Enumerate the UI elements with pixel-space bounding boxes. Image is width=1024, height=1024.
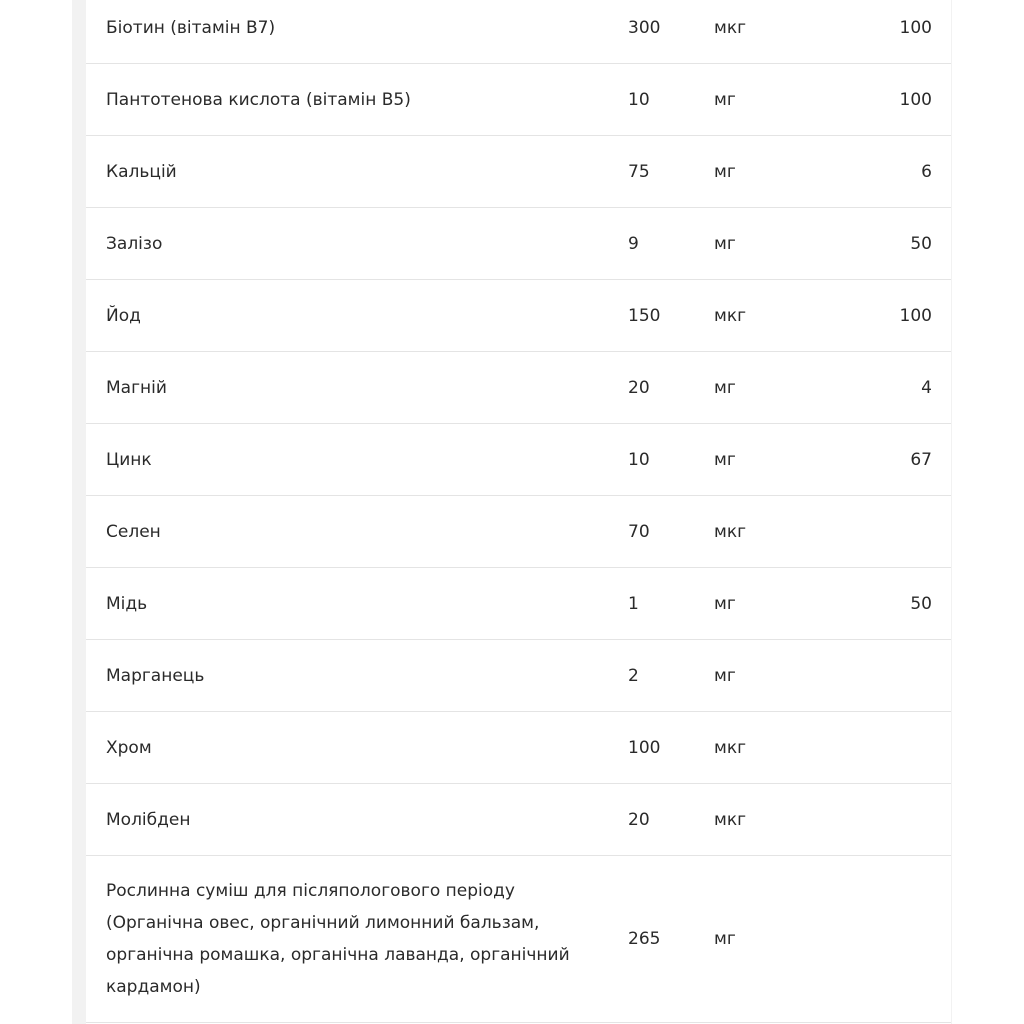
- nutrient-unit: мг: [714, 640, 834, 712]
- table-row: [86, 280, 951, 352]
- nutrient-amount: 70: [628, 496, 714, 568]
- table-row: [86, 496, 951, 568]
- nutrient-daily-value: [834, 496, 951, 568]
- nutrient-daily-value: 4: [834, 352, 951, 424]
- nutrient-amount: 10: [628, 64, 714, 136]
- nutrient-amount: 100: [628, 712, 714, 784]
- nutrient-amount: 265: [628, 856, 714, 1023]
- nutrient-amount: 75: [628, 136, 714, 208]
- table-row: [86, 712, 951, 784]
- nutrient-name: Пантотенова кислота (вітамін B5): [86, 64, 628, 136]
- nutrient-amount: 1: [628, 568, 714, 640]
- nutrient-daily-value: 100: [834, 64, 951, 136]
- nutrient-name: Магній: [86, 352, 628, 424]
- nutrient-unit: мкг: [714, 0, 834, 64]
- table-row: [86, 856, 951, 1023]
- nutrient-unit: мг: [714, 856, 834, 1023]
- nutrient-name: Мідь: [86, 568, 628, 640]
- nutrient-daily-value: 50: [834, 208, 951, 280]
- nutrient-amount: 20: [628, 352, 714, 424]
- table-row: [86, 0, 951, 64]
- table-row: [86, 784, 951, 856]
- nutrient-daily-value: 100: [834, 280, 951, 352]
- nutrient-daily-value: 100: [834, 0, 951, 64]
- table-row: [86, 208, 951, 280]
- table-row: [86, 136, 951, 208]
- nutrient-unit: мг: [714, 568, 834, 640]
- nutrient-unit: мг: [714, 64, 834, 136]
- nutrient-name: Селен: [86, 496, 628, 568]
- nutrient-name: Біотин (вітамін B7): [86, 0, 628, 64]
- nutrient-name: Марганець: [86, 640, 628, 712]
- table-row: [86, 640, 951, 712]
- nutrient-amount: 9: [628, 208, 714, 280]
- nutrient-amount: 300: [628, 0, 714, 64]
- nutrient-daily-value: 50: [834, 568, 951, 640]
- nutrient-daily-value: [834, 784, 951, 856]
- nutrient-amount: 10: [628, 424, 714, 496]
- nutrient-name: Рослинна суміш для післяпологового періоду (Органічна овес, органічний лимонний бальзам, органічна ромашка, органічна лаванда, органічний кардамон): [86, 856, 628, 1023]
- nutrient-unit: мг: [714, 352, 834, 424]
- nutrient-name: Молібден: [86, 784, 628, 856]
- nutrient-amount: 150: [628, 280, 714, 352]
- nutrient-name: Кальцій: [86, 136, 628, 208]
- table-row: [86, 424, 951, 496]
- nutrient-table: [86, 0, 951, 1024]
- table-row: [86, 568, 951, 640]
- nutrient-unit: мкг: [714, 784, 834, 856]
- nutrient-unit: мг: [714, 208, 834, 280]
- table-row: [86, 352, 951, 424]
- table-row: [86, 64, 951, 136]
- nutrient-name: Цинк: [86, 424, 628, 496]
- nutrient-unit: мг: [714, 424, 834, 496]
- nutrient-unit: мкг: [714, 712, 834, 784]
- nutrient-daily-value: 6: [834, 136, 951, 208]
- nutrient-unit: мкг: [714, 280, 834, 352]
- nutrient-daily-value: [834, 856, 951, 1023]
- nutrient-daily-value: [834, 640, 951, 712]
- nutrient-name: Йод: [86, 280, 628, 352]
- nutrient-name: Залізо: [86, 208, 628, 280]
- nutrient-amount: 20: [628, 784, 714, 856]
- nutrient-unit: мг: [714, 136, 834, 208]
- nutrient-unit: мкг: [714, 496, 834, 568]
- nutrient-daily-value: 67: [834, 424, 951, 496]
- nutrient-daily-value: [834, 712, 951, 784]
- nutrient-name: Хром: [86, 712, 628, 784]
- nutrient-amount: 2: [628, 640, 714, 712]
